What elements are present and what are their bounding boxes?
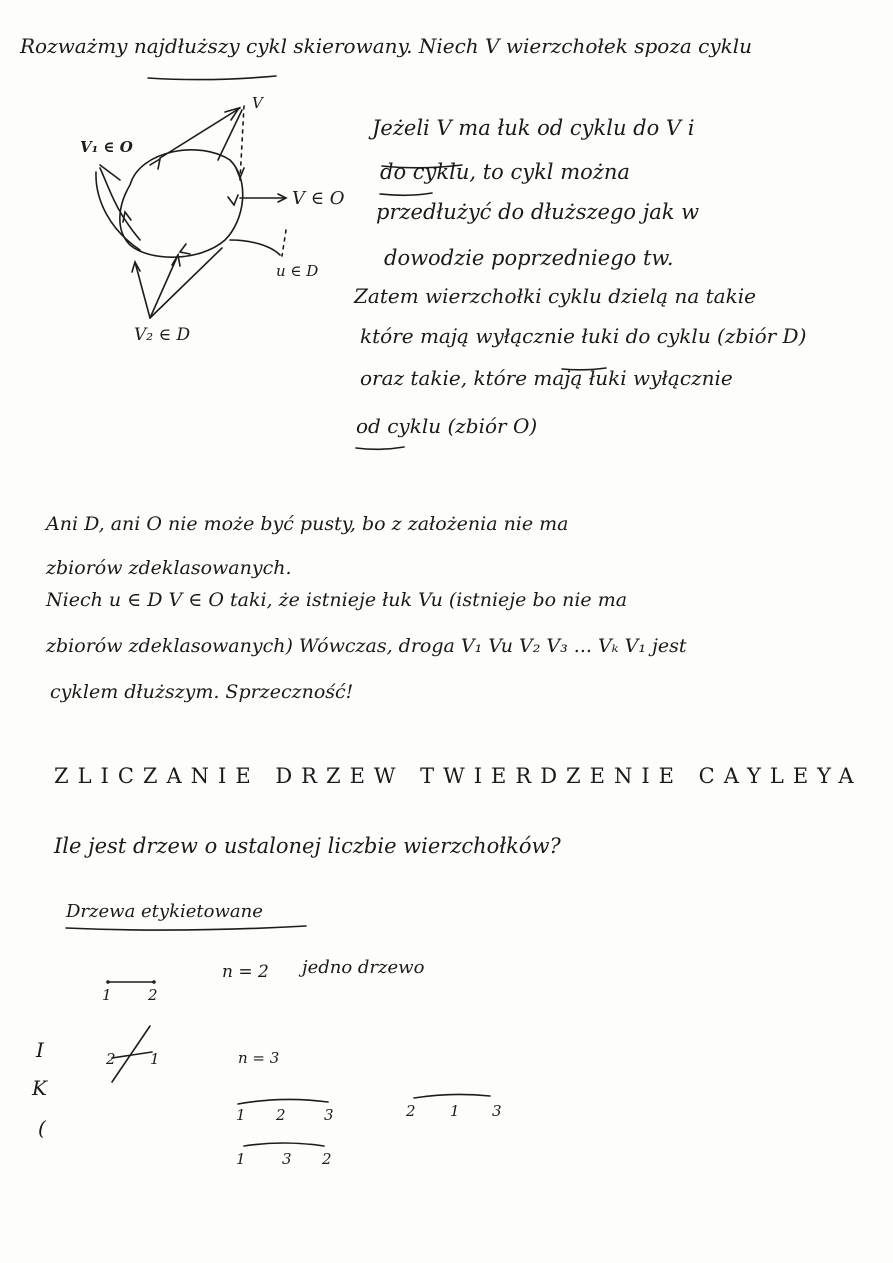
margin-mark-2: K [32,1076,47,1100]
tree-n2-label-2: 2 [148,986,158,1004]
label-v1: V₁ ∈ O [80,138,133,156]
n2-label: n = 2 [222,962,269,982]
right-line-3: przedłużyć do dłuższego jak w [376,200,700,224]
right-line-2: do cyklu, to cykl można [380,160,630,184]
margin-mark-3: ( [38,1116,46,1140]
tree-n3-3-label-a: 1 [236,1150,246,1168]
label-v2: V₂ ∈ D [134,325,191,345]
right-line-8: od cyklu (zbiór O) [356,414,538,438]
label-vo: V ∈ O [292,188,345,209]
right-line-7: oraz takie, które mają łuki wyłącznie [360,366,733,390]
tree-n3-1-label-b: 2 [276,1106,286,1124]
tree-n3-2-label-c: 3 [492,1102,502,1120]
tree-n3-2-label-b: 1 [450,1102,460,1120]
middle-line-5: cyklem dłuższym. Sprzeczność! [50,681,354,703]
middle-line-3: Niech u ∈ D V ∈ O taki, że istnieje łuk Vu (istnieje bo nie ma [46,589,628,611]
intro-line: Rozważmy najdłuższy cykl skierowany. Niech V wierzchołek spoza cyklu [20,34,753,58]
subheading: Drzewa etykietowane [66,901,263,922]
middle-line-1: Ani D, ani O nie może być pusty, bo z założenia nie ma [46,513,569,535]
tree-crossed-label-2: 1 [150,1050,160,1068]
tree-n3-3-label-c: 2 [322,1150,332,1168]
tree-n3-1-edges [238,1099,328,1104]
margin-mark-1: I [36,1038,44,1062]
label-v: V [252,94,263,112]
middle-line-2: zbiorów zdeklasowanych. [46,557,292,579]
right-line-5: Zatem wierzchołki cyklu dzielą na takie [354,284,756,308]
tree-n3-3-label-b: 3 [282,1150,292,1168]
right-line-6: które mają wyłącznie łuki do cyklu (zbiór D) [360,324,807,348]
question: Ile jest drzew o ustalonej liczbie wierzchołków? [54,834,561,858]
section-title: ZLICZANIE DRZEW TWIERDZENIE CAYLEYA [54,764,863,788]
right-line-1: Jeżeli V ma łuk od cyklu do V i [372,116,695,140]
tree-n3-3-edges [244,1143,324,1146]
tree-n2-label-1: 1 [102,986,112,1004]
middle-line-4: zbiorów zdeklasowanych) Wówczas, droga V₁ Vu V₂ V₃ ... Vₖ V₁ jest [46,635,687,657]
tree-n3-2-edges [414,1094,490,1098]
n3-label: n = 3 [238,1049,280,1067]
tree-crossed-label-1: 2 [106,1050,116,1068]
tree-n3-1-label-c: 3 [324,1106,334,1124]
tree-n3-1-label-a: 1 [236,1106,246,1124]
right-line-4: dowodzie poprzedniego tw. [384,246,674,270]
tree-n3-2-label-a: 2 [406,1102,416,1120]
n2-note: jedno drzewo [302,957,425,978]
label-u: u ∈ D [276,262,319,280]
